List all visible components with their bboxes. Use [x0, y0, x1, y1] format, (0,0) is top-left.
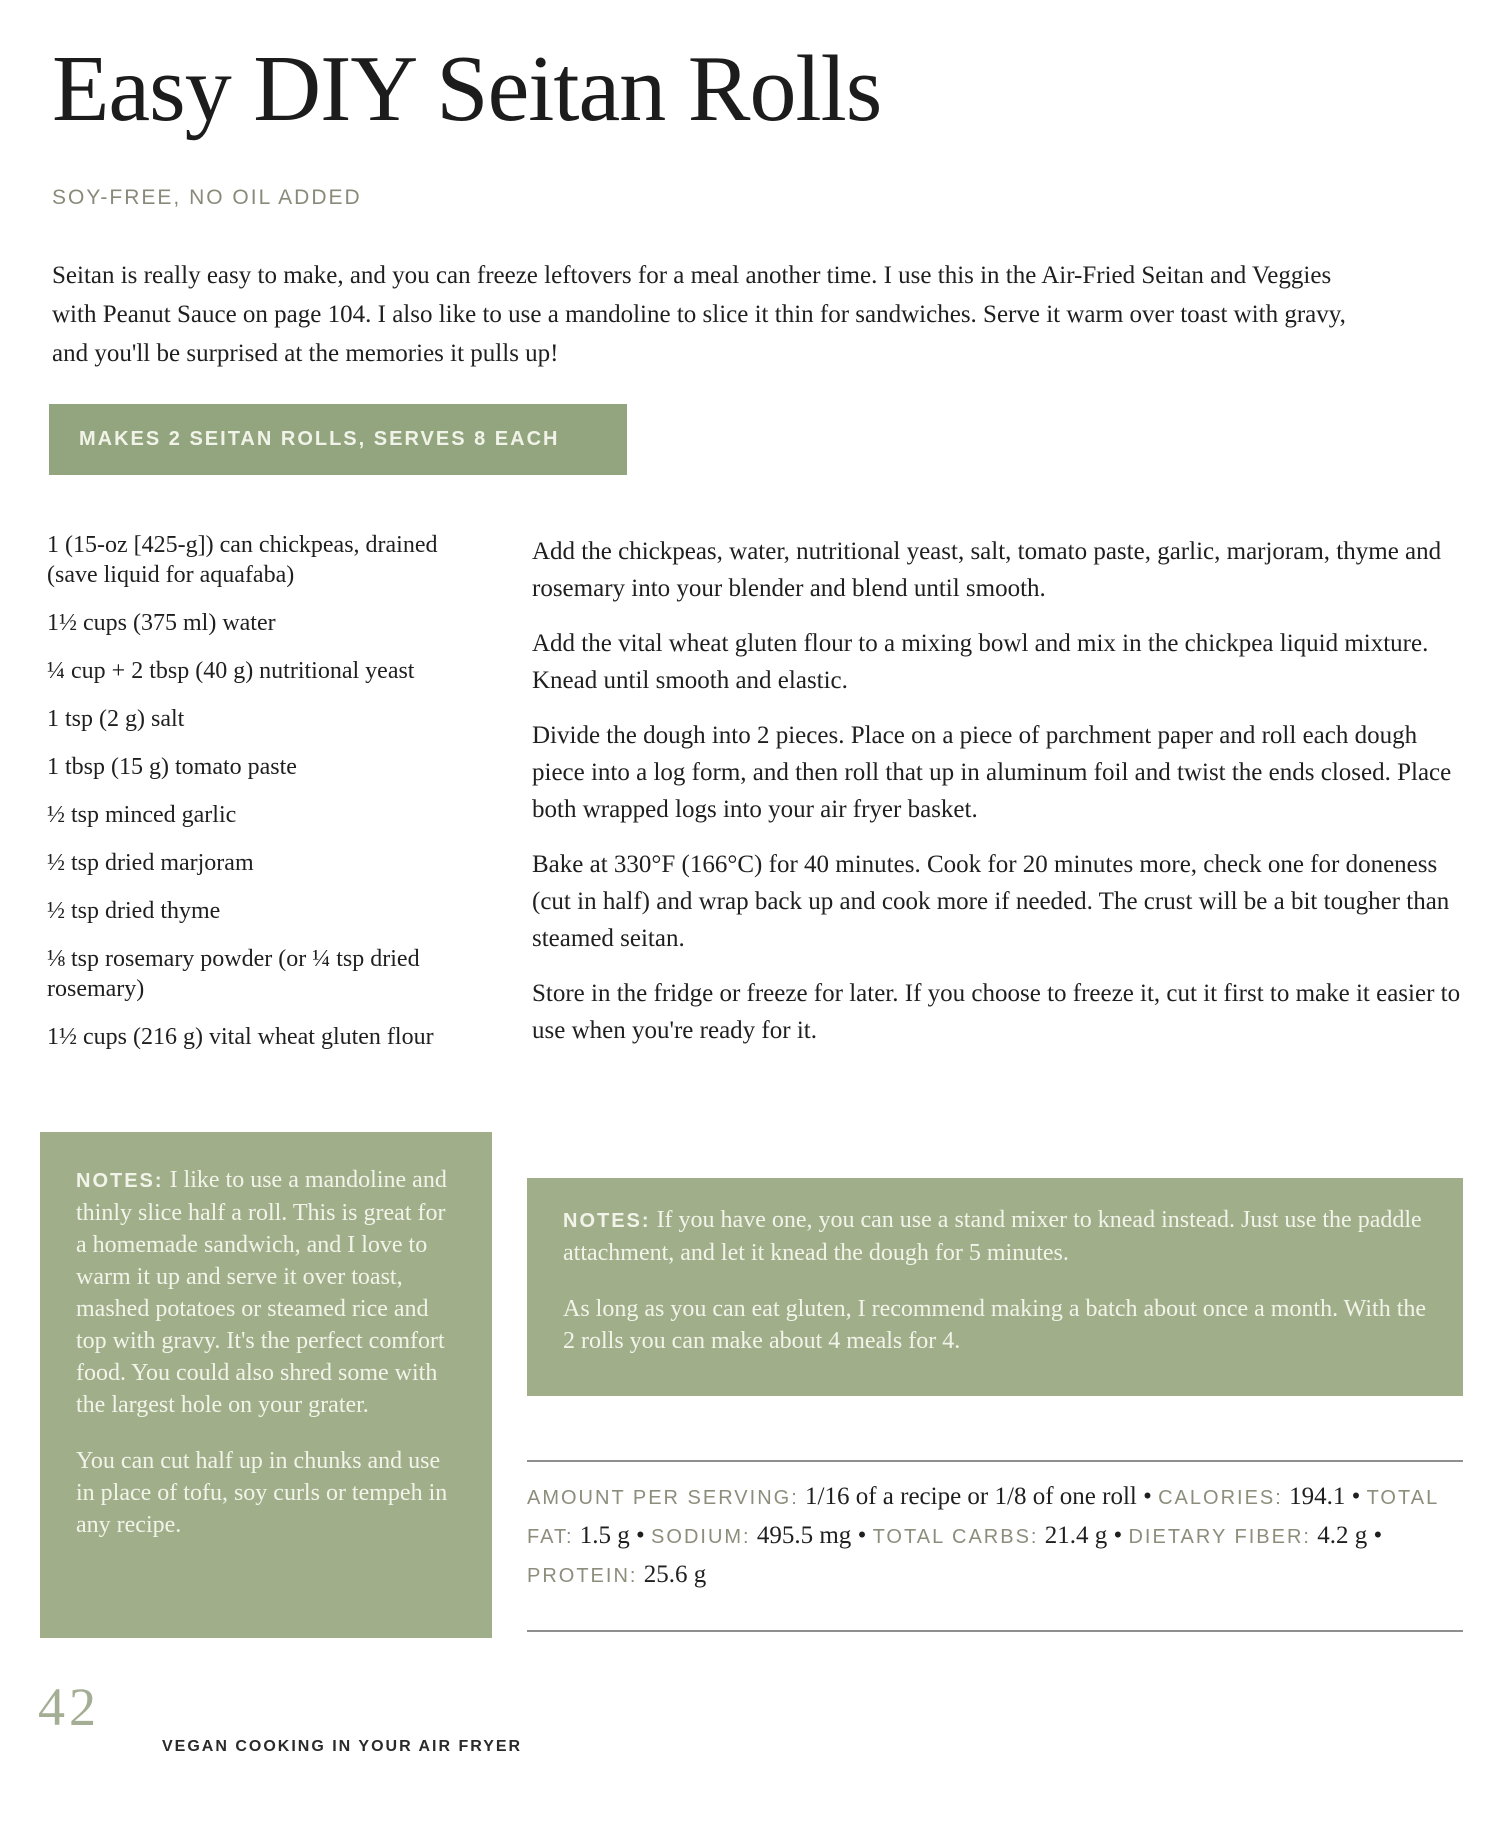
ingredient-item: 1 tbsp (15 g) tomato paste	[47, 754, 297, 780]
recipe-title: Easy DIY Seitan Rolls	[52, 37, 882, 141]
ingredients-list	[47, 530, 477, 1070]
notes-text: If you have one, you can use a stand mixer to knead instead. Just use the paddle attachment, and let it knead the dough for 5 minutes.	[563, 1207, 1422, 1266]
separator: •	[1107, 1522, 1129, 1549]
ingredient-item: ½ tsp dried thyme	[47, 898, 221, 924]
ingredient-item: ½ tsp minced garlic	[47, 802, 237, 828]
recipe-tags: SOY-FREE, NO OIL ADDED	[52, 186, 362, 209]
calories-label: CALORIES:	[1158, 1487, 1283, 1509]
yield-text: MAKES 2 SEITAN ROLLS, SERVES 8 EACH	[79, 428, 560, 450]
serving-label: AMOUNT PER SERVING:	[527, 1487, 799, 1509]
separator: •	[629, 1522, 652, 1549]
direction-step: Divide the dough into 2 pieces. Place on a piece of parchment paper and roll each dough piece into a log form, and then roll that up in aluminum foil and twist the ends closed. Place both wrapped logs into your air fryer basket.	[532, 722, 1452, 823]
protein-label: PROTEIN:	[527, 1565, 638, 1587]
directions	[532, 533, 1472, 1067]
carbs-label: TOTAL CARBS:	[872, 1526, 1039, 1548]
notes-paragraph: As long as you can eat gluten, I recommend making a batch about once a month. With the 2 rolls you can make about 4 meals for 4.	[563, 1296, 1427, 1354]
notes-paragraph	[563, 1204, 1427, 1269]
direction-step: Add the vital wheat gluten flour to a mixing bowl and mix in the chickpea liquid mixture. Knead until smooth and elastic.	[532, 630, 1429, 694]
separator: •	[1136, 1483, 1159, 1510]
ingredient-item: 1½ cups (375 ml) water	[47, 610, 276, 636]
separator: •	[851, 1522, 873, 1549]
divider	[527, 1630, 1463, 1632]
book-title: VEGAN COOKING IN YOUR AIR FRYER	[162, 1738, 523, 1755]
divider	[527, 1460, 1463, 1462]
direction-step: Bake at 330°F (166°C) for 40 minutes. Cook for 20 minutes more, check one for doneness (cut in half) and wrap back up and cook more if needed. The crust will be a bit tougher than steamed seitan.	[532, 851, 1450, 952]
fiber-value: 4.2 g	[1310, 1522, 1368, 1549]
ingredient-item: 1 (15-oz [425-g]) can chickpeas, drained (save liquid for aquafaba)	[47, 532, 438, 588]
fiber-label: DIETARY FIBER:	[1128, 1526, 1311, 1548]
notes-text: I like to use a mandoline and thinly slice half a roll. This is great for a homemade sandwich, and I love to warm it up and serve it over toast, mashed potatoes or steamed rice and top with gravy. It's the perfect comfort food. You could also shred some with the largest hole on your grater.	[76, 1167, 447, 1418]
ingredient-item: 1½ cups (216 g) vital wheat gluten flour	[47, 1024, 434, 1050]
separator: •	[1345, 1483, 1367, 1510]
ingredient-item: ½ tsp dried marjoram	[47, 850, 254, 876]
page-number: 42	[38, 1677, 100, 1737]
carbs-value: 21.4 g	[1038, 1522, 1108, 1549]
protein-value: 25.6 g	[637, 1561, 707, 1588]
sodium-label: SODIUM:	[651, 1526, 751, 1548]
notes-box-left	[40, 1132, 492, 1638]
sodium-value: 495.5 mg	[750, 1522, 852, 1549]
ingredient-item: ⅛ tsp rosemary powder (or ¼ tsp dried rosemary)	[47, 946, 420, 1002]
direction-step: Add the chickpeas, water, nutritional yeast, salt, tomato paste, garlic, marjoram, thyme and rosemary into your blender and blend until smooth.	[532, 538, 1442, 602]
fat-value: 1.5 g	[573, 1522, 630, 1549]
yield-banner	[49, 404, 627, 475]
serving-value: 1/16 of a recipe or 1/8 of one roll	[798, 1483, 1137, 1510]
notes-box-right	[527, 1178, 1463, 1396]
ingredient-item: 1 tsp (2 g) salt	[47, 706, 185, 732]
calories-value: 194.1	[1282, 1483, 1346, 1510]
notes-label: NOTES:	[563, 1210, 651, 1232]
ingredient-item: ¼ cup + 2 tbsp (40 g) nutritional yeast	[47, 658, 415, 684]
notes-paragraph	[76, 1164, 458, 1421]
nutrition-info	[527, 1478, 1463, 1595]
fat-label: TOTAL FAT:	[527, 1487, 1439, 1548]
direction-step: Store in the fridge or freeze for later. If you choose to freeze it, cut it first to make it easier to use when you're ready for it.	[532, 980, 1461, 1044]
notes-label: NOTES:	[76, 1170, 164, 1192]
notes-paragraph: You can cut half up in chunks and use in place of tofu, soy curls or tempeh in any recipe.	[76, 1448, 448, 1538]
separator: •	[1367, 1522, 1383, 1549]
recipe-intro: Seitan is really easy to make, and you can freeze leftovers for a meal another time. I use this in the Air-Fried Seitan and Veggies with Peanut Sauce on page 104. I also like to use a mandoline to slice it thin for sandwiches. Serve it warm over toast with gravy, and you'll be surprised at the memories it pulls up!	[52, 262, 1346, 367]
